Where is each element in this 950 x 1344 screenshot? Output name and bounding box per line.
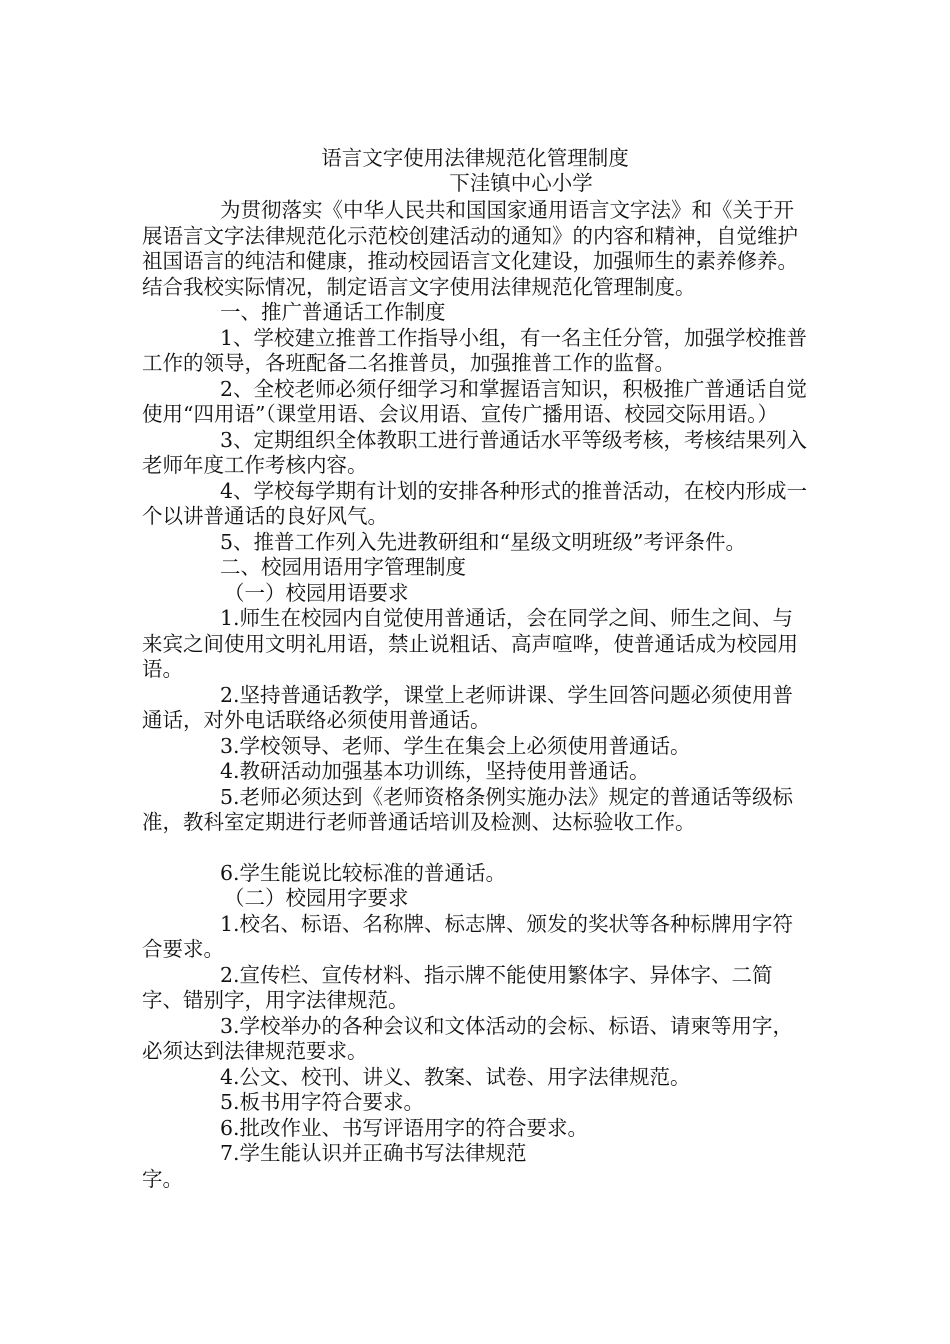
section-heading-putonghua: 一、推广普通话工作制度 <box>220 300 446 324</box>
writing-rule-4: 4.公文、校刊、讲义、教案、试卷、用字法律规范。 <box>220 1064 691 1089</box>
speech-rule-4: 4.教研活动加强基本功训练，坚持使用普通话。 <box>220 759 650 783</box>
putonghua-rule-3: 3、定期组织全体教职工进行普通话水平等级考核，考核结果列入老师年度工作考核内容。 <box>142 427 808 477</box>
putonghua-rule-5: 5、推普工作列入先进教研组和“星级文明班级”考评条件。 <box>220 529 747 554</box>
writing-rule-6: 6.批改作业、书写评语用字的符合要求。 <box>220 1115 589 1140</box>
writing-rule-5: 5.板书用字符合要求。 <box>220 1090 425 1114</box>
writing-rule-1: 1.校名、标语、名称牌、标志牌、颁发的奖状等各种标牌用字符合要求。 <box>142 911 794 961</box>
speech-rule-2: 2.坚持普通话教学，课堂上老师讲课、学生回答问题必须使用普通话，对外电话联络必须使用普通话。 <box>142 682 794 732</box>
speech-rule-3: 3.学校领导、老师、学生在集会上必须使用普通话。 <box>220 733 691 758</box>
school-name: 下洼镇中心小学 <box>449 171 593 195</box>
section-heading-campus: 二、校园用语用字管理制度 <box>220 555 466 579</box>
subsection-heading-writing: （二）校园用字要求 <box>224 886 409 910</box>
putonghua-rule-1: 1、学校建立推普工作指导小组，有一名主任分管，加强学校推普工作的领导，各班配备二名推普员，加强推普工作的监督。 <box>142 325 808 375</box>
document-title: 语言文字使用法律规范化管理制度 <box>321 146 629 170</box>
document-body <box>142 198 812 1192</box>
writing-rule-7: 7.学生能认识并正确书写法律规范字。 <box>142 1141 527 1191</box>
speech-rule-1: 1.师生在校园内自觉使用普通话，会在同学之间、师生之间、与来宾之间使用文明礼用语，禁止说粗话、高声喧哗，使普通话成为校园用语。 <box>142 606 798 681</box>
putonghua-rule-4: 4、学校每学期有计划的安排各种形式的推普活动，在校内形成一个以讲普通话的良好风气。 <box>142 478 808 528</box>
writing-rule-3: 3.学校举办的各种会议和文体活动的会标、标语、请柬等用字，必须达到法律规范要求。 <box>142 1013 794 1063</box>
subsection-heading-speech: （一）校园用语要求 <box>224 580 409 605</box>
putonghua-rule-2: 2、全校老师必须仔细学习和掌握语言知识，积极推广普通话自觉使用“四用语”（课堂用语、会议用语、宣传广播用语、校园交际用语。） <box>142 376 808 426</box>
writing-rule-2: 2.宣传栏、宣传材料、指示牌不能使用繁体字、异体字、二简字、错别字，用字法律规范。 <box>142 962 773 1012</box>
intro-paragraph: 为贯彻落实《中华人民共和国国家通用语言文字法》和《关于开展语言文字法律规范化示范校创建活动的通知》的内容和精神，自觉维护祖国语言的纯洁和健康，推动校园语言文化建设，加强师生的素养修养。结合我校实际情况，制定语言文字使用法律规范化管理制度。 <box>142 198 798 299</box>
speech-rule-5: 5.老师必须达到《老师资格条例实施办法》规定的普通话等级标准，教科室定期进行老师普通话培训及检测、达标验收工作。 <box>142 784 794 834</box>
speech-rule-6: 6.学生能说比较标准的普通话。 <box>220 860 507 885</box>
